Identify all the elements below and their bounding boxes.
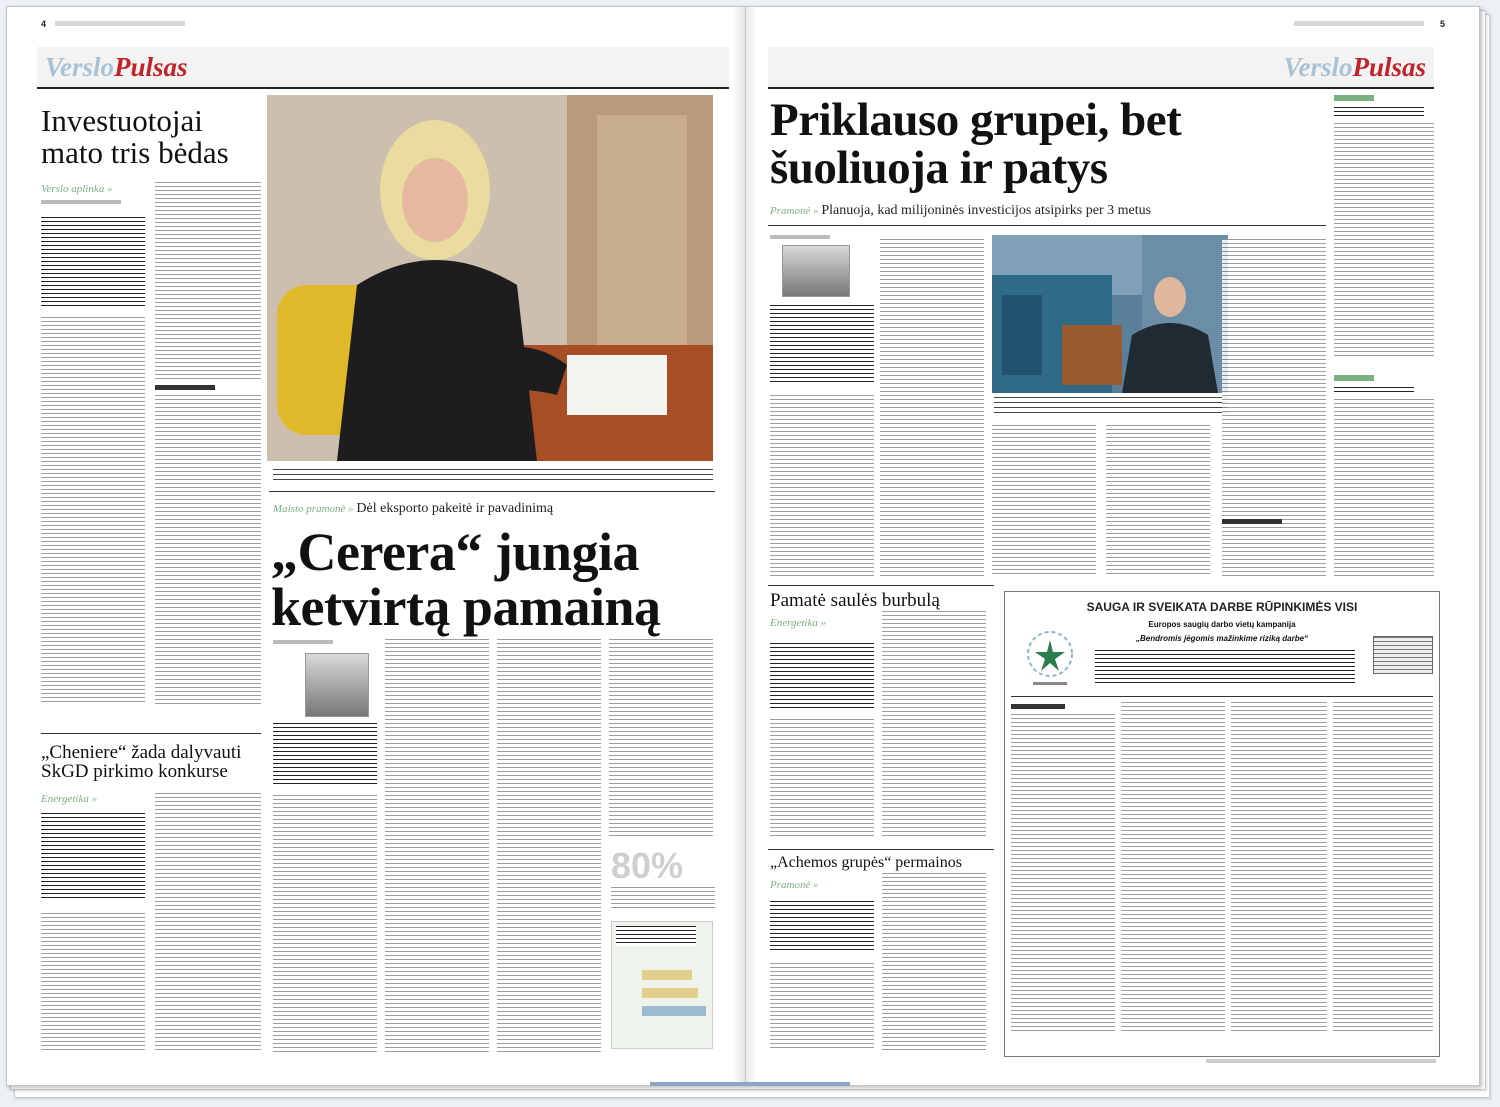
section-logo: VersloPulsas [1283, 52, 1426, 82]
divider [768, 849, 994, 850]
ad-intro [1095, 650, 1355, 684]
article-body [155, 793, 261, 1053]
ad-logo-icon [1015, 622, 1085, 692]
ad-subline: Europos saugių darbo vietų kampanija [1148, 620, 1296, 629]
byline [41, 200, 121, 204]
article-body [880, 239, 984, 577]
photo-caption [273, 469, 713, 483]
portrait-photo [267, 95, 713, 461]
article-headline: Investuotojai mato tris bėdas [41, 103, 229, 170]
factory-photo [992, 235, 1228, 393]
ad-body [1121, 702, 1225, 1032]
sidebar-kicker [1334, 375, 1374, 381]
article-headline: „Cerera“ jungia ketvirtą pamainą [271, 522, 661, 638]
article-kicker: Energetika » [770, 617, 827, 629]
page-number: 4 [41, 19, 47, 29]
article-headline: Pamatė saulės burbulą [770, 590, 940, 611]
article-headline: „Cheniere“ žada dalyvauti SkGD pirkimo konkurse [41, 742, 242, 783]
author-photo [305, 653, 369, 717]
mini-bar-chart [611, 921, 713, 1049]
sidebar-kicker [1334, 95, 1374, 101]
article-body [882, 873, 986, 1051]
section-masthead [37, 47, 729, 89]
byline [770, 235, 830, 239]
ad-headline: SAUGA IR SVEIKATA DARBE RŪPINKIMĖS VISI [1086, 600, 1358, 614]
divider [768, 585, 994, 586]
lead-paragraph [770, 901, 874, 953]
article-body [1106, 425, 1210, 577]
article-body [273, 795, 377, 1053]
sidebar-heading [1334, 387, 1414, 393]
section-masthead [768, 47, 1434, 89]
article-body [882, 611, 986, 839]
article-body [770, 395, 874, 577]
article-body [770, 719, 874, 839]
article-body [155, 395, 261, 705]
author-photo [782, 245, 850, 297]
page-stack-tab [650, 1082, 850, 1086]
divider [269, 491, 715, 492]
article-kicker: Pramonė » Planuoja, kad milijoninės investicijos atsipirks per 3 metus [770, 203, 1152, 218]
right-page [746, 7, 1479, 1085]
man-in-factory-illustration [992, 235, 1228, 393]
running-header [1294, 21, 1424, 26]
ad-body [1231, 702, 1327, 1032]
advertisement [1004, 591, 1440, 1057]
lead-paragraph [41, 813, 145, 901]
article-body [41, 317, 145, 705]
stat-caption [611, 887, 715, 909]
chart-bar [642, 1006, 706, 1016]
article-kicker: Maisto pramonė » Dėl eksporto pakeitė ir pavadinimą [273, 501, 554, 516]
running-header [55, 21, 185, 26]
ad-slogan: „Bendromis jėgomis mažinkime riziką darbe“ [1135, 634, 1309, 643]
article-body [609, 639, 713, 839]
left-page [7, 7, 746, 1085]
lead-paragraph [41, 217, 145, 307]
sidebar-heading [1334, 107, 1424, 119]
lead-paragraph [770, 305, 874, 383]
divider [41, 733, 261, 734]
photo-caption [994, 397, 1228, 417]
woman-at-desk-illustration [267, 95, 713, 461]
section-logo: VersloPulsas [45, 52, 188, 82]
stat-callout: 80% [611, 845, 684, 886]
sidebar-body [1334, 123, 1434, 359]
newspaper-spread [6, 6, 1480, 1086]
article-body [41, 913, 145, 1053]
chart-bar [642, 988, 698, 998]
article-body [497, 639, 601, 1053]
ad-badge [1373, 636, 1433, 674]
ad-body [1011, 714, 1115, 1032]
divider [768, 225, 1326, 226]
article-headline: „Achemos grupės“ permainos [770, 854, 962, 871]
article-body [992, 425, 1096, 577]
ad-body [1333, 702, 1433, 1032]
lead-paragraph [770, 643, 874, 709]
article-headline: Priklauso grupei, bet šuoliuoja ir patys [770, 94, 1182, 194]
page-number: 5 [1440, 19, 1446, 29]
subheading [155, 385, 215, 390]
chart-bar [642, 970, 692, 980]
chart-title [616, 926, 696, 946]
byline [273, 640, 333, 644]
article-kicker: Energetika » [41, 793, 98, 805]
subheading [1011, 704, 1065, 709]
article-kicker: Pramonė » [770, 879, 819, 891]
article-body [770, 963, 874, 1051]
sidebar [1334, 95, 1438, 581]
article-kicker: Verslo aplinka » [41, 183, 113, 195]
lead-paragraph [273, 723, 377, 785]
footnote [1206, 1059, 1436, 1063]
divider [1011, 696, 1433, 697]
sidebar-body [1334, 399, 1434, 577]
article-body [155, 182, 261, 380]
article-body [385, 639, 489, 1053]
article-body [1222, 239, 1326, 577]
subheading [1222, 519, 1282, 524]
